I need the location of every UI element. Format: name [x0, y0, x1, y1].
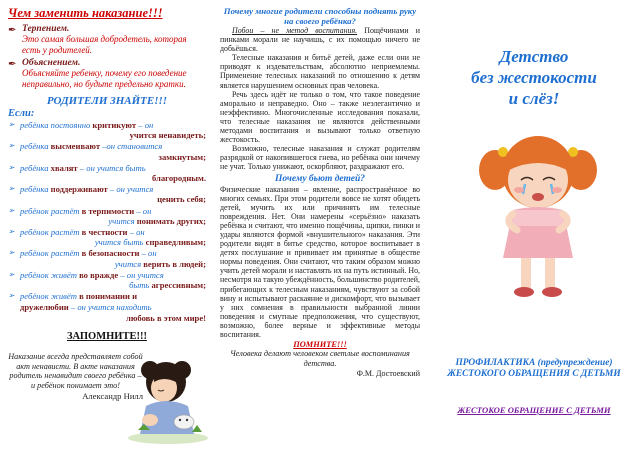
substitute-punishment-title: Чем заменить наказание!!!: [8, 6, 163, 20]
paragraph: Физические наказания – явление, распространённое во многих семьях. При этом родители вовсе не хотят обидеть детей, мучить их или причинять им телесные повреждения. Нет. Они намерены «серьёзно» наказать ребёнка и считают, что именно пощёчины, щипки, пинки и удары являются формой «внушительного» наказания. Эти родители видят в битье средство, которое воспитывает в детях послушание и прививает им принятые в обществе нормы поведения. Они считают, что таким образом можно учить детей морали и наставлять их на путь истинный. Но, несмотря на такую убеждённость, большинство родителей, прибегающих к телесным наказаниям, чувствуют за собой вину и испытывают раскаяние и дискомфорт, что вызывает у них сомнения в правильности выбранной линии поведения и смутные предположения, что существуют, возможно, более верные и эффективные методы воспитания.: [220, 184, 420, 339]
definition-head: Объяснением.: [22, 58, 81, 68]
punishment-quote: Наказание всегда представляет собой акт ненависти. В акте наказания родитель ненавидит своего ребёнка – и ребёнок понимает это! Александр Нилл: [8, 351, 143, 402]
arrow-bullet-icon: ➢: [8, 291, 15, 301]
arrow-bullet-icon: ➢: [8, 248, 15, 258]
list-item: ➢ ребёнок растёт в терпимости – он учится понимать других;: [8, 205, 206, 226]
definition-head: Терпением.: [22, 24, 70, 34]
intro-paragraph: Побои – не метод воспитания. Пощёчинами и пинками морали не научишь, с их помощью ничего не добьёшься.: [220, 26, 420, 54]
right-panel: [428, 0, 640, 452]
list-item: ➢ ребёнок живёт во вражде – он учится быть агрессивным;: [8, 269, 206, 291]
definition-text: Объясняйте ребенку, почему его поведение неправильно, но будьте предельно кратки.: [22, 68, 187, 89]
definition-patience: [8, 24, 206, 55]
remember-label: ПОМНИТЕ!!!: [293, 340, 347, 350]
quote-block: [8, 346, 206, 446]
if-label: Если:: [8, 108, 35, 119]
list-item: ➢ ребёнка высмеивают –он становится замкнутым;: [8, 141, 206, 162]
list-item: ➢ ребёнка поддерживают – он учится ценить себя;: [8, 184, 206, 205]
dostoevsky-quote: Человека делают человеком светлые воспоминания детства.: [230, 349, 410, 368]
arrow-bullet-icon: ➢: [8, 120, 15, 129]
quote-author: Ф.М. Достоевский: [356, 369, 420, 379]
arrow-bullet-icon: ➢: [8, 141, 15, 151]
footer-title: ЖЕСТОКОЕ ОБРАЩЕНИЕ С ДЕТЬМИ: [457, 405, 611, 415]
quote-author: Александр Нилл: [82, 391, 143, 402]
list-item: ➢ ребёнок живёт в понимании и: [8, 291, 138, 302]
list-item: ➢ ребёнка постоянно критикуют – он учится ненавидеть;: [8, 120, 206, 141]
arrow-bullet-icon: ➢: [8, 184, 15, 194]
prevention-subtitle: ПРОФИЛАКТИКА (предупреждение) ЖЕСТОКОГО ОБРАЩЕНИЯ С ДЕТЬМИ: [447, 358, 621, 379]
paragraph: Телесные наказания и битьё детей, даже если они не приводят к издевательствам, абсолютно неприемлемы. Применение телесных наказаний по отношению к детям является нарушением основных прав человека.: [220, 53, 420, 90]
paragraph: Возможно, телесные наказания и служат родителям разрядкой от накопившегося гнева, но ребёнка они ничему не учат. Только унижают, оскорбляют, раздражают его.: [220, 144, 420, 172]
arrow-bullet-icon: ➢: [8, 269, 15, 279]
why-parents-title: Почему многие родители способны поднять руку на своего ребёнка?: [223, 6, 417, 26]
rules-list: [8, 120, 206, 323]
list-item: ➢ ребёнка хвалят – он учится быть благородным.: [8, 162, 206, 184]
arrow-bullet-icon: ➢: [8, 227, 15, 237]
remember-title: ЗАПОМНИТЕ!!!: [67, 330, 147, 342]
scroll-bullet-icon: ✒: [8, 25, 17, 36]
why-beat-title: Почему бьют детей?: [274, 173, 366, 184]
definition-text: Это самая большая добродетель, которая есть у родителей.: [22, 34, 187, 55]
scroll-bullet-icon: ✒: [8, 59, 17, 70]
parents-know-title: РОДИТЕЛИ ЗНАЙТЕ!!!: [46, 95, 168, 107]
paragraph: Речь здесь идёт не только о том, что такое поведение аморально и неправедно. Оно – также неэлегантично и неэффективно. Многочисленные исследования показали, что телесные наказания не являются действенными методами воспитания и вызывают только ответную жестокость.: [220, 89, 420, 145]
arrow-bullet-icon: ➢: [8, 162, 15, 172]
crying-girl-illustration: [473, 122, 603, 302]
list-item: ➢ ребёнок растёт в честности – он учится быть справедливым;: [8, 227, 206, 248]
middle-panel: [214, 0, 426, 452]
arrow-bullet-icon: ➢: [8, 205, 15, 215]
list-item: ➢ ребёнок растёт в безопасности – он учится верить в людей;: [8, 248, 206, 269]
cover-title: Детство без жестокости и слёз!: [471, 47, 597, 108]
list-item: дружелюбии – он учится находить любовь в этом мире!: [20, 302, 206, 323]
definition-explanation: [8, 58, 206, 89]
left-panel: [0, 0, 212, 452]
